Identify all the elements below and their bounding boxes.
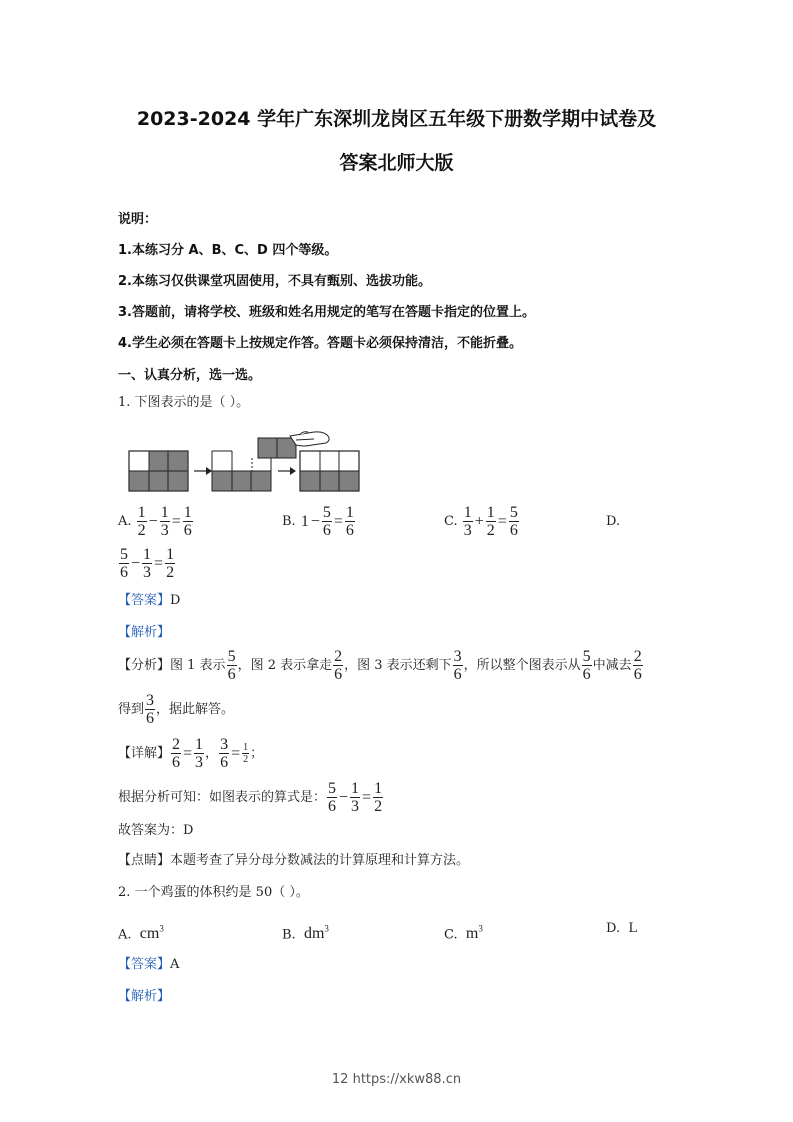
q1-figure bbox=[128, 428, 368, 494]
q1-answer: 【答案】D bbox=[118, 593, 181, 608]
q2-answer: 【答案】A bbox=[118, 957, 180, 972]
figure-2-grid bbox=[212, 438, 296, 491]
q1-analysis-line2: 得到 $\frac{3}{6}$ ，据此解答。 bbox=[118, 692, 235, 727]
doc-title-line1: 2023-2024 学年广东深圳龙岗区五年级下册数学期中试卷及 bbox=[136, 108, 657, 130]
q1-option-c: C. $\frac{1}{3}$ + $\frac{1}{2}$ = $\frac{5}{6}$ bbox=[444, 504, 518, 539]
figure-1-grid bbox=[129, 451, 188, 491]
q1-detail: 【详解】 $\frac{2}{6}$ = $\frac{1}{3}$ ， $\frac{3}{6}$ = $\frac{1}{2}$ ； bbox=[118, 736, 264, 771]
arrow-right-icon bbox=[278, 467, 296, 475]
note-item: 3.答题前，请将学校、班级和姓名用规定的笔写在答题卡指定的位置上。 bbox=[118, 305, 535, 320]
q1-conclusion: 根据分析可知：如图表示的算式是： $\frac{5}{6}$ − $\frac{1}{3}$ = $\frac{1}{2}$ bbox=[118, 780, 383, 815]
hand-icon bbox=[290, 432, 329, 446]
q1-option-a: A. $\frac{1}{2}$ − $\frac{1}{3}$ = $\frac{1}{6}$ bbox=[118, 504, 192, 539]
q1-final: 故答案为：D bbox=[118, 823, 194, 838]
q2-option-c: C. $m^3$ bbox=[444, 924, 483, 943]
q2-jiexi-tag: 【解析】 bbox=[118, 989, 171, 1004]
q1-dianjing: 【点睛】本题考查了异分母分数减法的计算原理和计算方法。 bbox=[118, 853, 470, 868]
q2-option-b: B. $dm^3$ bbox=[282, 924, 329, 943]
note-item: 4.学生必须在答题卡上按规定作答。答题卡必须保持清洁，不能折叠。 bbox=[118, 336, 522, 351]
doc-title-line2: 答案北师大版 bbox=[339, 152, 454, 174]
q2-option-a: A. $cm^3$ bbox=[118, 924, 164, 943]
notes-heading: 说明： bbox=[118, 212, 158, 227]
page-footer: 12 https://xkw88.cn bbox=[331, 1072, 462, 1087]
q1-analysis-line1: 【分析】图 1 表示 $\frac{5}{6}$ ，图 2 表示拿走 $\frac{2}{6}$ ，图 3 表示还剩下 $\frac{3}{6}$ ，所以整个图表示从 $\frac{5}{6}$ 中减去 $\frac{2}{6}$ bbox=[118, 648, 642, 683]
q2-option-d: D. L bbox=[606, 921, 637, 936]
arrow-right-icon bbox=[194, 467, 212, 475]
q1-stem: 1. 下图表示的是（ ）。 bbox=[118, 395, 250, 410]
note-item: 1.本练习分 A、B、C、D 四个等级。 bbox=[118, 243, 338, 258]
q1-jiexi-tag: 【解析】 bbox=[118, 625, 171, 640]
figure-3-grid bbox=[300, 451, 359, 491]
q1-option-d-label: D. bbox=[606, 514, 621, 529]
q1-option-b: B. 1 − $\frac{5}{6}$ = $\frac{1}{6}$ bbox=[282, 504, 354, 539]
q2-stem: 2. 一个鸡蛋的体积约是 50（ ）。 bbox=[118, 885, 309, 900]
section-heading: 一、认真分析，选一选。 bbox=[118, 368, 262, 383]
q1-option-d: $\frac{5}{6}$ − $\frac{1}{3}$ = $\frac{1}{2}$ bbox=[120, 546, 175, 581]
note-item: 2.本练习仅供课堂巩固使用，不具有甄别、选拔功能。 bbox=[118, 274, 431, 289]
